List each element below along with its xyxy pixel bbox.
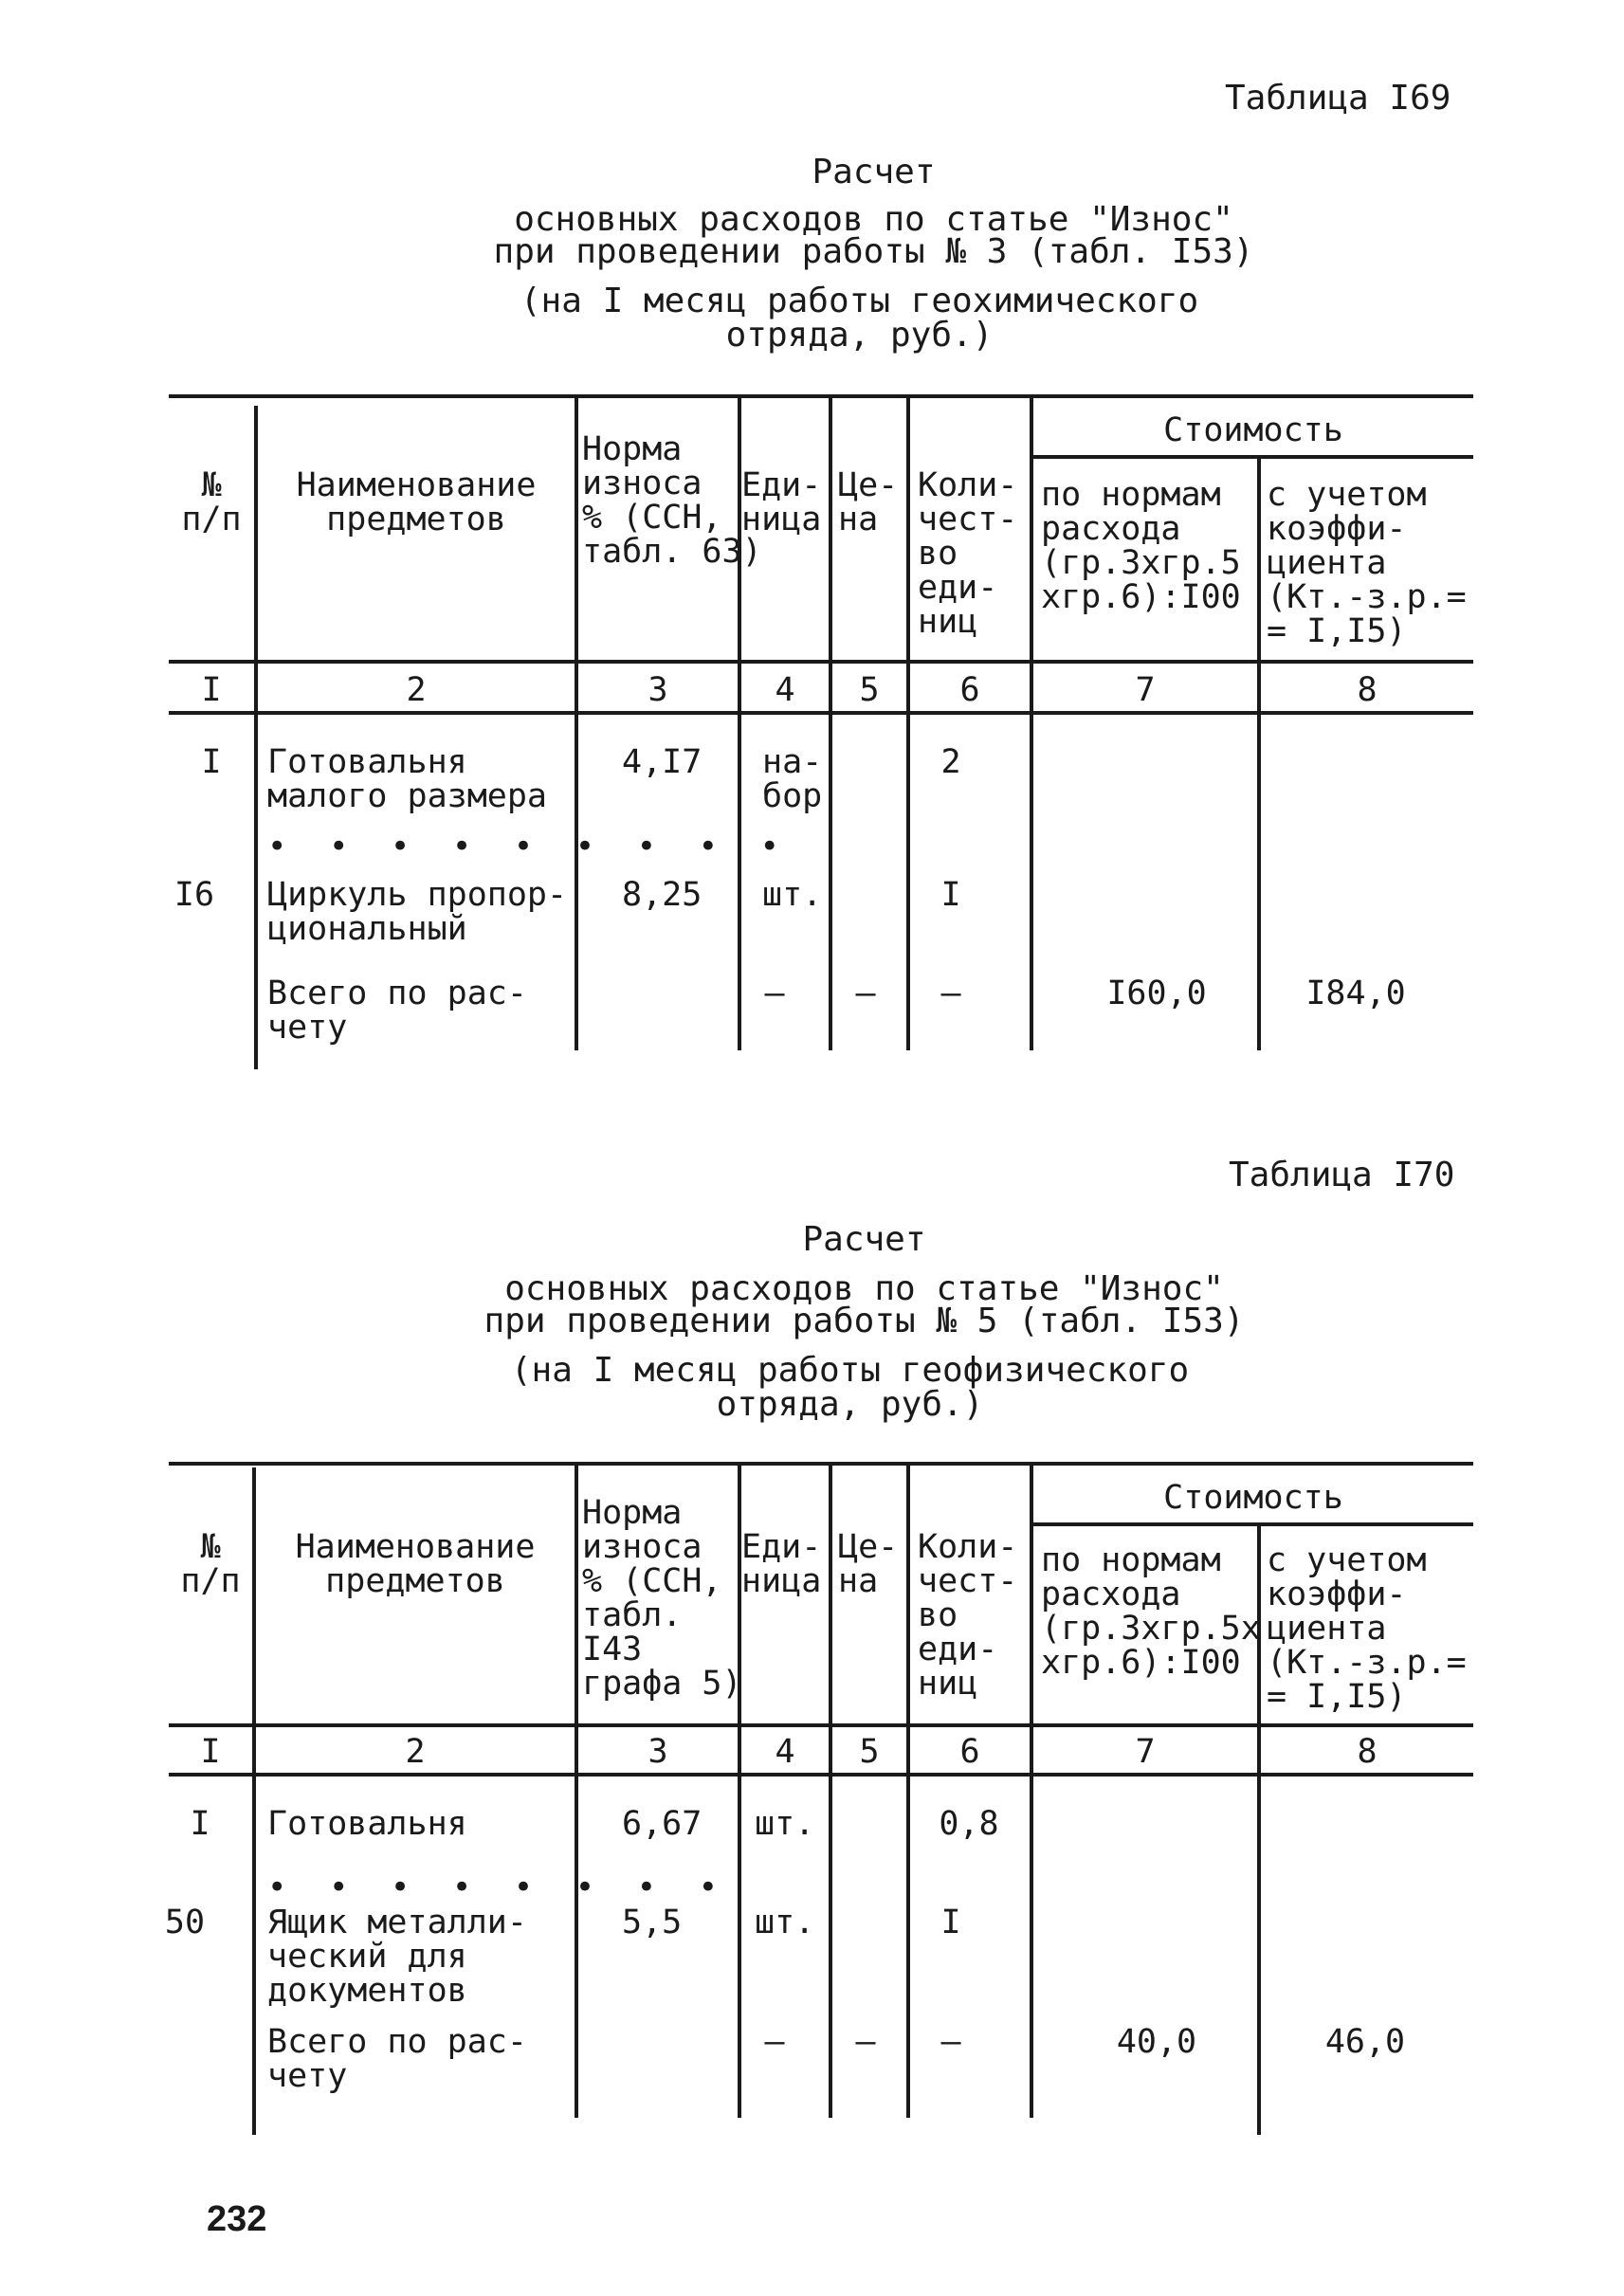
header-cost-norm: по нормам расхода (гр.3хгр.5 хгр.6):I00 — [1041, 476, 1241, 616]
header-cost-group: Стоимость — [1163, 411, 1343, 449]
row-cost-norm: I60,0 — [1106, 975, 1207, 1012]
table-title: Расчет — [812, 153, 936, 191]
header-cost-norm: по нормам расхода (гр.3хгр.5х хгр.6):I00 — [1041, 1541, 1261, 1682]
column-number: 7 — [1135, 671, 1156, 709]
column-number: 8 — [1357, 1733, 1378, 1771]
column-number: 3 — [648, 671, 668, 709]
row-unit: шт. — [755, 1904, 815, 1941]
row-qty: 2 — [940, 743, 961, 781]
column-number: I — [200, 1733, 221, 1771]
column-number: 4 — [775, 671, 795, 709]
row-price: – — [855, 975, 876, 1012]
table-label: Таблица I70 — [1229, 1156, 1455, 1194]
row-name: Готовальня — [267, 1805, 467, 1843]
column-number: 5 — [859, 671, 880, 709]
table-note-line: (на I месяц работы геофизического — [510, 1351, 1190, 1390]
table-subtitle-line: основных расходов по статье "Износ" — [514, 200, 1233, 239]
row-num: I6 — [173, 876, 215, 914]
table-rule — [575, 1464, 578, 2118]
column-number: 2 — [405, 1733, 426, 1771]
table-subtitle-line: при проведении работы № 3 (табл. I53) — [493, 232, 1254, 271]
row-unit: – — [764, 2023, 785, 2061]
row-norm: 4,I7 — [622, 743, 703, 781]
table-rule — [169, 711, 1473, 715]
row-qty: – — [940, 2023, 961, 2061]
row-norm: 5,5 — [622, 1904, 683, 1941]
row-num: I — [190, 1805, 210, 1843]
column-number: 5 — [859, 1733, 880, 1771]
table-subtitle-line: основных расходов по статье "Износ" — [504, 1269, 1224, 1308]
column-number: 7 — [1135, 1733, 1156, 1771]
table-rule — [829, 1464, 832, 2118]
ellipsis-row: • • • • • • • • — [267, 1868, 730, 1906]
header-norm: Норма износа % (ССН, табл. 63) — [582, 430, 762, 571]
table-label: Таблица I69 — [1225, 79, 1451, 118]
column-number: I — [201, 671, 222, 709]
row-price: – — [855, 2023, 876, 2061]
table-rule — [169, 394, 1473, 398]
table-rule — [169, 1462, 1473, 1466]
column-number: 6 — [959, 1733, 980, 1771]
header-unit: Еди- ница — [741, 466, 822, 538]
header-cost-coef: с учетом коэффи- циента (Кт.-з.р.= = I,I5) — [1267, 1541, 1467, 1716]
table-rule — [1033, 455, 1473, 459]
row-qty: – — [940, 975, 961, 1012]
table-rule — [1033, 1522, 1473, 1526]
column-number: 2 — [406, 671, 427, 709]
row-cost-norm: 40,0 — [1116, 2023, 1197, 2061]
table-rule — [906, 396, 910, 1050]
row-name: Ящик металли- ческий для документов — [267, 1904, 527, 2010]
header-name: Наименование предметов — [295, 1528, 536, 1600]
row-name: Всего по рас- чету — [267, 2023, 527, 2095]
column-number: 4 — [775, 1733, 795, 1771]
table-rule — [906, 1464, 910, 2118]
header-norm: Норма износа % (ССН, табл. I43 графа 5) — [582, 1494, 742, 1703]
table-rule — [1030, 396, 1033, 1050]
table-rule — [169, 1723, 1473, 1727]
column-number: 6 — [959, 671, 980, 709]
row-qty: I — [940, 876, 961, 914]
header-num: № п/п — [181, 466, 242, 538]
table-note-line: отряда, руб.) — [725, 316, 994, 355]
row-norm: 8,25 — [622, 876, 703, 914]
row-qty: I — [940, 1904, 961, 1941]
header-unit: Еди- ница — [741, 1528, 822, 1600]
row-unit: шт. — [762, 876, 823, 914]
table-rule — [169, 660, 1473, 664]
page-number: 232 — [207, 2199, 267, 2239]
column-number: 3 — [648, 1733, 668, 1771]
header-num: № п/п — [180, 1528, 241, 1600]
header-price: Це- на — [838, 466, 899, 538]
row-name: Циркуль пропор- циональный — [267, 876, 568, 948]
table-rule — [829, 396, 832, 1050]
table-note-line: (на I месяц работы геохимического — [520, 282, 1199, 320]
table-note-line: отряда, руб.) — [716, 1385, 984, 1424]
header-cost-coef: с учетом коэффи- циента (Кт.-з.р.= = I,I5) — [1267, 476, 1467, 650]
row-norm: 6,67 — [622, 1805, 703, 1843]
header-qty: Коли- чест- во еди- ниц — [918, 466, 1018, 641]
table-rule — [169, 1773, 1473, 1777]
table-rule — [575, 396, 578, 1050]
row-unit: на- бор — [762, 743, 823, 815]
header-cost-group: Стоимость — [1163, 1479, 1343, 1517]
table-rule — [1257, 457, 1261, 1050]
table-rule — [1030, 1464, 1033, 2118]
row-qty: 0,8 — [939, 1805, 999, 1843]
table-title: Расчет — [802, 1220, 926, 1259]
row-unit: – — [764, 975, 785, 1012]
header-price: Це- на — [838, 1528, 899, 1600]
row-num: I — [201, 743, 222, 781]
ellipsis-row: • • • • • • • • • — [267, 828, 791, 866]
row-cost-coef: I84,0 — [1305, 975, 1406, 1012]
row-cost-coef: 46,0 — [1324, 2023, 1406, 2061]
table-subtitle-line: при проведении работы № 5 (табл. I53) — [484, 1302, 1245, 1340]
row-unit: шт. — [755, 1805, 815, 1843]
header-qty: Коли- чест- во еди- ниц — [918, 1528, 1018, 1703]
row-name: Готовальня малого размера — [267, 743, 548, 815]
row-name: Всего по рас- чету — [267, 975, 527, 1047]
header-name: Наименование предметов — [296, 466, 537, 538]
row-num: 50 — [164, 1904, 206, 1941]
column-number: 8 — [1357, 671, 1378, 709]
